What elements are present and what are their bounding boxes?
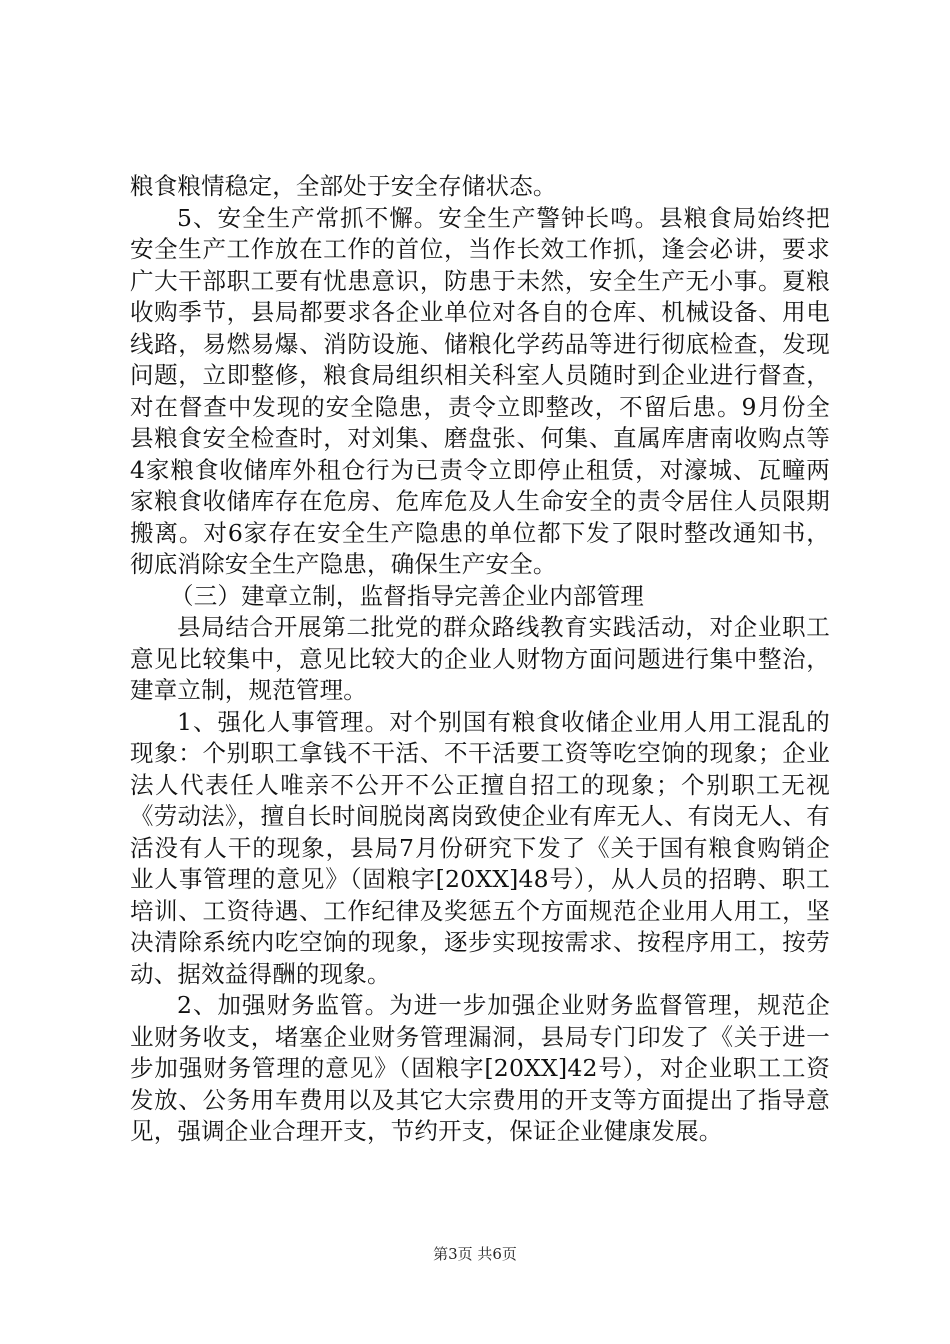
section-heading-3: （三）建章立制，监督指导完善企业内部管理 <box>170 581 644 610</box>
page-number-label: 第3页 共6页 <box>433 1245 517 1263</box>
paragraph-personnel-management: 1、强化人事管理。对个别国有粮食收储企业用人用工混乱的现象：个别职工拿钱不干活、不干活要工资等吃空饷的现象；企业法人代表任人唯亲不公开不公正擅自招工的现象；个别职工无视《劳动法》，擅自长时间脱岗离岗致使企业有库无人、有岗无人、有活没有人干的现象，县局7月份研究下发了《关于国有粮食购销企业人事管理的意见》（固粮字[20XX]48号），从人员的招聘、职工培训、工资待遇、工作纪律及奖惩五个方面规范企业用人用工，坚决清除系统内吃空饷的现象，逐步实现按需求、按程序用工，按劳动、据效益得酬的现象。 <box>130 707 830 988</box>
paragraph-financial-supervision: 2、加强财务监管。为进一步加强企业财务监督管理，规范企业财务收支，堵塞企业财务管理漏洞，县局专门印发了《关于进一步加强财务管理的意见》（固粮字[20XX]42号），对企业职工工资发放、公务用车费用以及其它大宗费用的开支等方面提出了指导意见，强调企业合理开支，节约开支，保证企业健康发展。 <box>130 991 830 1145</box>
document-body <box>130 171 830 1148</box>
paragraph-section-intro: 县局结合开展第二批党的群众路线教育实践活动，对企业职工意见比较集中，意见比较大的企业人财物方面问题进行集中整治，建章立制，规范管理。 <box>130 613 830 704</box>
paragraph-safety-production: 5、安全生产常抓不懈。安全生产警钟长鸣。县粮食局始终把安全生产工作放在工作的首位，当作长效工作抓，逢会必讲，要求广大干部职工要有忧患意识，防患于未然，安全生产无小事。夏粮收购季节，县局都要求各企业单位对各自的仓库、机械设备、用电线路，易燃易爆、消防设施、储粮化学药品等进行彻底检查，发现问题，立即整修，粮食局组织相关科室人员随时到企业进行督查，对在督查中发现的安全隐患，责令立即整改，不留后患。9月份全县粮食安全检查时，对刘集、磨盘张、何集、直属库唐南收购点等4家粮食收储库外租仓行为已责令立即停止租赁，对濠城、瓦疃两家粮食收储库存在危房、危库危及人生命安全的责令居住人员限期搬离。对6家存在安全生产隐患的单位都下发了限时整改通知书，彻底消除安全生产隐患，确保生产安全。 <box>130 203 830 578</box>
page-footer <box>0 1243 950 1264</box>
paragraph-continuation: 粮食粮情稳定，全部处于安全存储状态。 <box>130 172 557 200</box>
